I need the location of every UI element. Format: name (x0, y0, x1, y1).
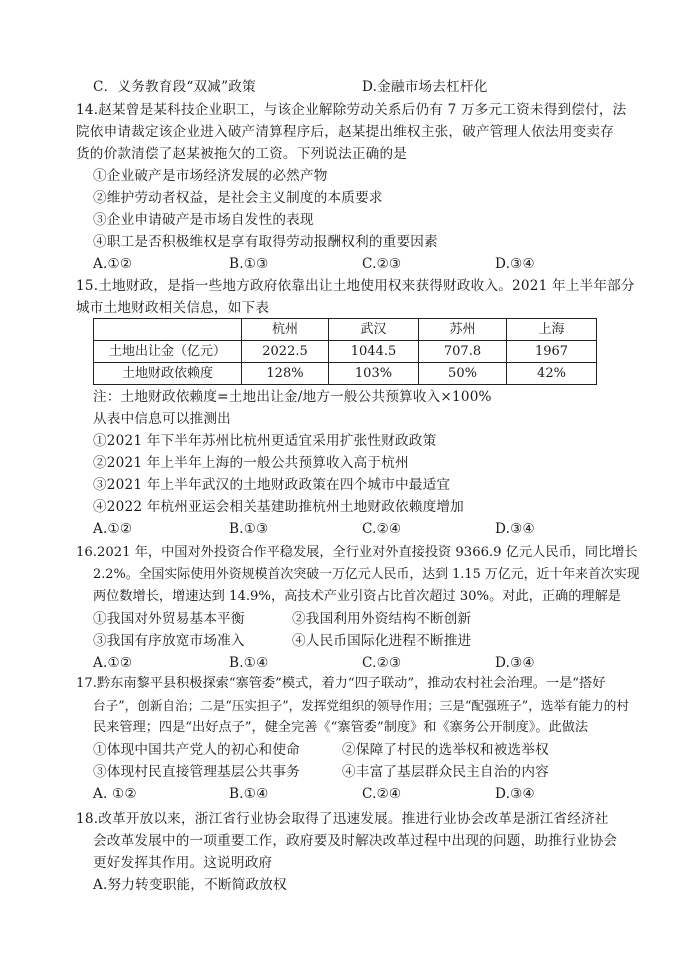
option-b[interactable]: B.①④ (229, 786, 269, 802)
option-b[interactable]: B.①③ (229, 256, 269, 272)
option-c-prev: C．义务教育段“双减”政策 (93, 79, 256, 95)
question-stem-line: 2.2%。全国实际使用外资规模首次突破一万亿元人民币，达到 1.15 万亿元，近十年来首次实现 (93, 567, 640, 582)
question-lead: 从表中信息可以推测出 (93, 411, 231, 427)
question-stem-line: 更好发挥其作用。这说明政府 (93, 855, 273, 871)
question-stem-line: 18.改革开放以来，浙江省行业协会取得了迅速发展。推进行业协会改革是浙江省经济社 (76, 811, 609, 827)
question-stem-line: 两位数增长，增速达到 14.9%，高技术产业引资占比首次超过 30%。对此，正确的理解是 (93, 589, 621, 604)
table-row (94, 341, 597, 363)
table-row (94, 363, 597, 385)
table-note: 注：土地财政依赖度=土地出让金/地方一般公共预算收入×100% (93, 389, 492, 405)
table-cell: 128% (242, 363, 329, 385)
question-stem-line: 院依申请裁定该企业进入破产清算程序后，赵某提出维权主张，破产管理人依法用变卖存 (76, 124, 614, 140)
option-c[interactable]: C.②④ (362, 521, 402, 537)
option-a[interactable]: A. ①② (93, 786, 137, 802)
option-b[interactable]: B.①④ (229, 655, 269, 671)
statement-item: ③我国有序放宽市场准入 (93, 633, 245, 649)
question-stem-line: 货的价款清偿了赵某被拖欠的工资。下列说法正确的是 (76, 146, 408, 162)
table-cell: 1044.5 (329, 341, 419, 363)
statement-item: ②维护劳动者权益，是社会主义制度的本质要求 (93, 190, 383, 206)
table-header-row (94, 319, 597, 341)
statement-item: ②保障了村民的选举权和被选举权 (342, 742, 549, 758)
table-header-cell: 杭州 (242, 319, 329, 341)
statement-item: ③企业申请破产是市场自发性的表现 (93, 212, 314, 228)
question-stem-line: 台子”，创新自治；二是“压实担子”，发挥党组织的领导作用；三是“配强班子”，选举有能力的村 (93, 698, 629, 713)
table-row-header: 土地出让金（亿元） (94, 341, 242, 363)
statement-item: ②我国利用外资结构不断创新 (292, 611, 472, 627)
statement-item: ①2021 年下半年苏州比杭州更适宜采用扩张性财政政策 (93, 433, 437, 449)
table-cell: 50% (419, 363, 507, 385)
question-stem-line: 16.2021 年，中国对外投资合作平稳发展，全行业对外直接投资 9366.9 亿元人民币，同比增长 (76, 545, 638, 560)
table-row-header: 土地财政依赖度 (94, 363, 242, 385)
table-header-cell (94, 319, 242, 341)
table-header-cell: 武汉 (329, 319, 419, 341)
statement-item: ③2021 年上半年武汉的土地财政政策在四个城市中最适宜 (93, 477, 451, 493)
question-stem-line: 城市土地财政相关信息，如下表 (76, 300, 270, 316)
option-a[interactable]: A.努力转变职能，不断简政放权 (93, 877, 287, 893)
option-d[interactable]: D.③④ (495, 521, 535, 537)
option-d-prev: D.金融市场去杠杆化 (362, 79, 488, 95)
statement-item: ②2021 年上半年上海的一般公共预算收入高于杭州 (93, 455, 409, 471)
option-c[interactable]: C.②④ (362, 786, 402, 802)
statement-item: ①体现中国共产党人的初心和使命 (93, 742, 300, 758)
option-c[interactable]: C.②③ (362, 655, 402, 671)
statement-item: ④丰富了基层群众民主自治的内容 (342, 764, 549, 780)
table-cell: 2022.5 (242, 341, 329, 363)
statement-item: ③体现村民直接管理基层公共事务 (93, 764, 300, 780)
statement-item: ④人民币国际化进程不断推进 (292, 633, 472, 649)
table-header-cell: 苏州 (419, 319, 507, 341)
option-a[interactable]: A.①② (93, 655, 133, 671)
question-stem-line: 会改革发展中的一项重要工作，政府要及时解决改革过程中出现的问题，助推行业协会 (93, 833, 618, 849)
land-finance-table (93, 318, 597, 385)
option-d[interactable]: D.③④ (495, 655, 535, 671)
option-a[interactable]: A.①② (93, 521, 133, 537)
option-d[interactable]: D.③④ (495, 256, 535, 272)
option-c[interactable]: C.②③ (362, 256, 402, 272)
statement-item: ①我国对外贸易基本平衡 (93, 611, 245, 627)
table-cell: 103% (329, 363, 419, 385)
statement-item: ①企业破产是市场经济发展的必然产物 (93, 168, 328, 184)
question-stem-line: 14.赵某曾是某科技企业职工，与该企业解除劳动关系后仍有 7 万多元工资未得到偿付，法 (76, 102, 627, 118)
question-stem-line: 15.土地财政，是指一些地方政府依靠出让土地使用权来获得财政收入。2021 年上半年部分 (76, 278, 635, 294)
statement-item: ④2022 年杭州亚运会相关基建助推杭州土地财政依赖度增加 (93, 499, 464, 515)
statement-item: ④职工是否积极维权是享有取得劳动报酬权利的重要因素 (93, 234, 438, 250)
option-b[interactable]: B.①③ (229, 521, 269, 537)
table-cell: 1967 (507, 341, 597, 363)
option-d[interactable]: D.③④ (495, 786, 535, 802)
question-stem-line: 民来管理；四是“出好点子”，健全完善《“寨管委”制度》和《寨务公开制度》。此做法 (93, 720, 589, 735)
option-a[interactable]: A.①② (93, 256, 133, 272)
table-cell: 42% (507, 363, 597, 385)
table-cell: 707.8 (419, 341, 507, 363)
table-header-cell: 上海 (507, 319, 597, 341)
question-stem-line: 17.黔东南黎平县积极探索“寨管委”模式，着力“四子联动”，推动农村社会治理。一是“搭好 (76, 676, 606, 691)
